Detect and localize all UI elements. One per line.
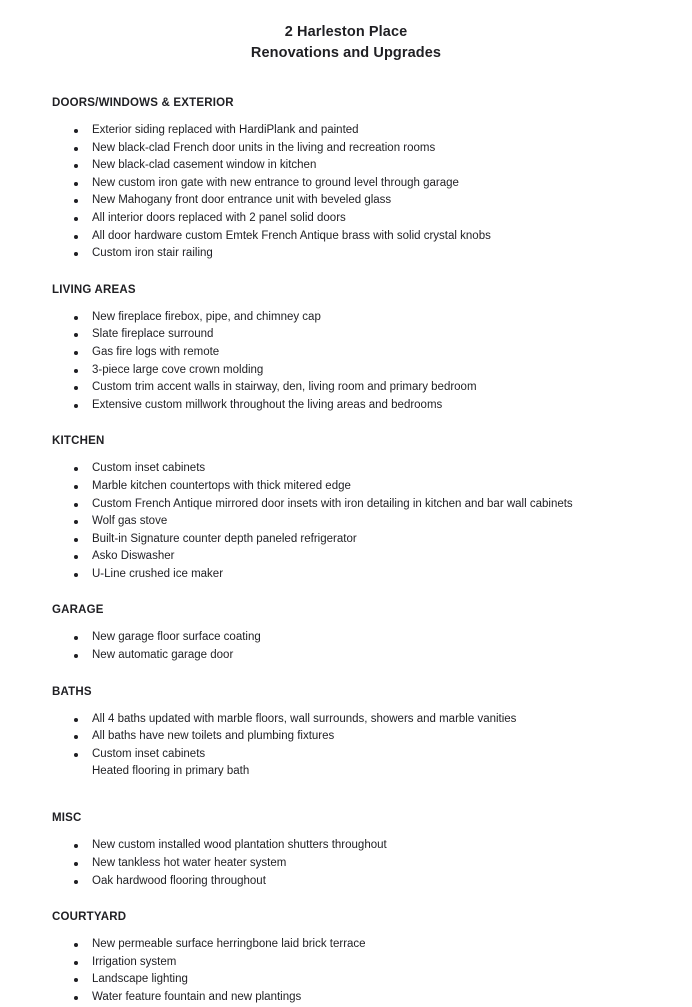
section-heading-courtyard: COURTYARD	[52, 911, 127, 924]
list-item: New Mahogany front door entrance unit with beveled glass	[92, 192, 640, 210]
list-item: Custom iron stair railing	[92, 245, 640, 263]
list-item: New tankless hot water heater system	[92, 855, 640, 873]
list-item: Wolf gas stove	[92, 513, 640, 531]
list-item: New black-clad casement window in kitchen	[92, 157, 640, 175]
list-item: Custom trim accent walls in stairway, den, living room and primary bedroom	[92, 379, 640, 397]
list-item: New fireplace firebox, pipe, and chimney cap	[92, 309, 640, 327]
bullet-list-baths	[0, 711, 692, 777]
list-item: Oak hardwood flooring throughout	[92, 873, 640, 891]
list-item: New garage floor surface coating	[92, 629, 640, 647]
list-item: 3-piece large cove crown molding	[92, 362, 640, 380]
document-title	[0, 22, 692, 64]
list-item: Landscape lighting	[92, 971, 640, 989]
list-item: New custom installed wood plantation shutters throughout	[92, 837, 640, 855]
list-item: New black-clad French door units in the living and recreation rooms	[92, 140, 640, 158]
bullet-list-kitchen	[0, 460, 692, 583]
list-item: Custom French Antique mirrored door insets with iron detailing in kitchen and bar wall cabinets	[92, 496, 640, 514]
bullet-list-garage	[0, 629, 692, 664]
section-heading-kitchen: KITCHEN	[52, 435, 105, 448]
section-heading-doors-windows-exterior: DOORS/WINDOWS & EXTERIOR	[52, 97, 234, 109]
list-item: Irrigation system	[92, 954, 640, 972]
list-item: New custom iron gate with new entrance to ground level through garage	[92, 175, 640, 193]
list-item: Custom inset cabinets	[92, 746, 640, 764]
list-item: Exterior siding replaced with HardiPlank and painted	[92, 122, 640, 140]
bullet-list-misc	[0, 837, 692, 890]
section-heading-misc: MISC	[52, 812, 82, 825]
list-item: Gas fire logs with remote	[92, 344, 640, 362]
list-item: Slate fireplace surround	[92, 326, 640, 344]
list-item: All interior doors replaced with 2 panel solid doors	[92, 210, 640, 228]
list-item: Marble kitchen countertops with thick mitered edge	[92, 478, 640, 496]
list-item-clipped-by-page-break: Heated flooring in primary bath	[92, 763, 640, 776]
bullet-list-living-areas	[0, 309, 692, 415]
section-heading-living-areas: LIVING AREAS	[52, 283, 136, 296]
list-item: New permeable surface herringbone laid brick terrace	[92, 936, 640, 954]
bullet-list-doors-windows-exterior	[0, 122, 692, 263]
list-item: All 4 baths updated with marble floors, wall surrounds, showers and marble vanities	[92, 711, 640, 729]
section-heading-garage: GARAGE	[52, 604, 104, 617]
title-line-2: Renovations and Upgrades	[250, 45, 442, 61]
list-item: New automatic garage door	[92, 647, 640, 665]
list-item: Water feature fountain and new plantings	[92, 989, 640, 1007]
list-item: Asko Diswasher	[92, 548, 640, 566]
list-item: All door hardware custom Emtek French Antique brass with solid crystal knobs	[92, 228, 640, 246]
bullet-list-courtyard	[0, 936, 692, 1006]
list-item: Built-in Signature counter depth paneled refrigerator	[92, 531, 640, 549]
list-item: Extensive custom millwork throughout the living areas and bedrooms	[92, 397, 640, 415]
title-line-1: 2 Harleston Place	[284, 24, 408, 40]
section-heading-baths: BATHS	[52, 685, 92, 698]
list-item: All baths have new toilets and plumbing fixtures	[92, 728, 640, 746]
list-item: U-Line crushed ice maker	[92, 566, 640, 584]
list-item: Custom inset cabinets	[92, 460, 640, 478]
